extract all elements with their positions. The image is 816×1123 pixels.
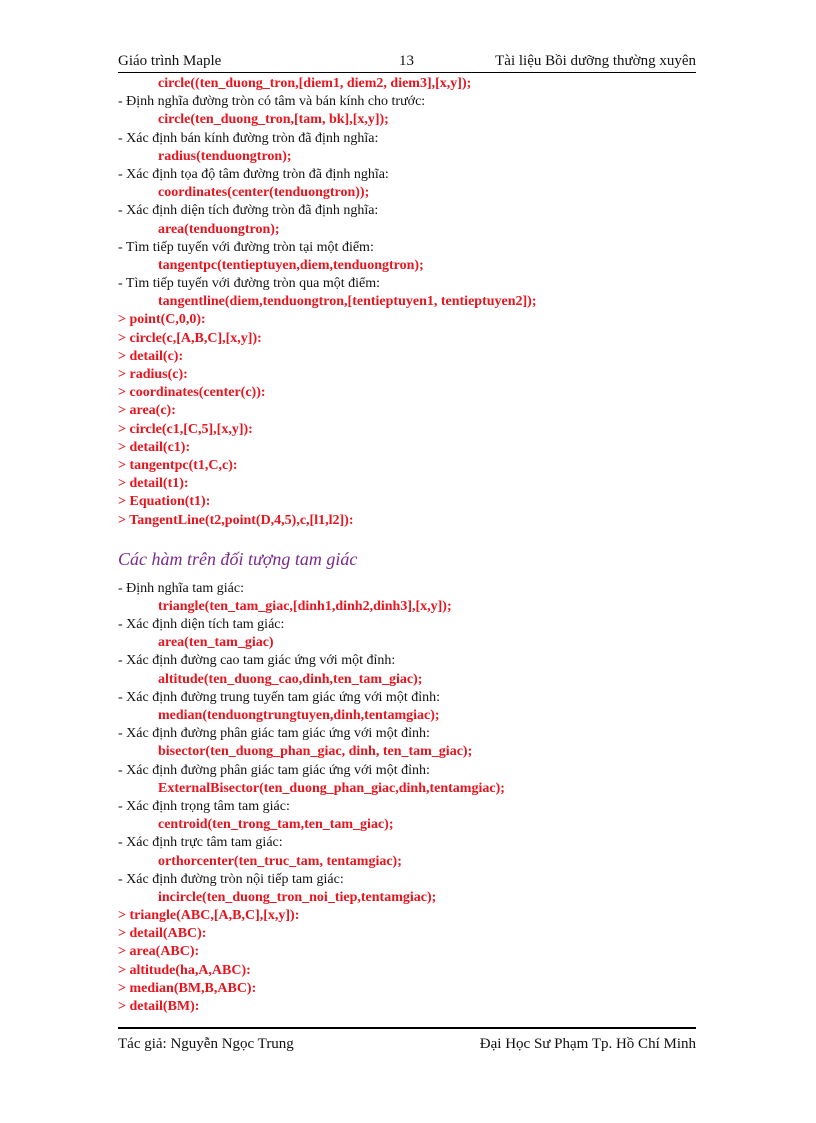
description-line: - Xác định đường trung tuyến tam giác ứng với một đỉnh:: [118, 689, 440, 705]
syntax-line: circle(ten_duong_tron,[tam, bk],[x,y]);: [158, 112, 389, 128]
syntax-line: area(ten_tam_giac): [158, 635, 274, 651]
maple-command-line: > detail(t1):: [118, 476, 189, 492]
description-line: - Định nghĩa đường tròn có tâm và bán kính cho trước:: [118, 94, 426, 110]
description-line: - Định nghĩa tam giác:: [118, 580, 244, 596]
maple-command-line: > detail(BM):: [118, 999, 200, 1014]
header-book-title: Giáo trình Maple: [118, 53, 222, 69]
syntax-line: median(tenduongtrungtuyen,dinh,tentamgiac);: [158, 708, 440, 723]
maple-command-line: > triangle(ABC,[A,B,C],[x,y]):: [118, 908, 300, 924]
description-line: - Xác định bán kính đường tròn đã định nghĩa:: [118, 130, 379, 146]
description-line: - Xác định tọa độ tâm đường tròn đã định nghĩa:: [118, 166, 389, 182]
description-line: - Tìm tiếp tuyến với đường tròn qua một điểm:: [118, 276, 381, 292]
maple-command-line: > altitude(ha,A,ABC):: [118, 962, 251, 978]
syntax-line: bisector(ten_duong_phan_giac, dinh, ten_tam_giac);: [158, 744, 473, 760]
description-line: - Tìm tiếp tuyến với đường tròn tại một điểm:: [118, 239, 374, 255]
syntax-line: radius(tenduongtron);: [158, 148, 292, 164]
page-header: [118, 50, 696, 73]
triangle-functions-block: [118, 580, 696, 1017]
footer-institution: Đại Học Sư Phạm Tp. Hồ Chí Minh: [479, 1036, 696, 1052]
syntax-line: tangentline(diem,tenduongtron,[tentieptuyen1, tentieptuyen2]);: [158, 294, 537, 310]
description-line: - Xác định đường cao tam giác ứng với một đỉnh:: [118, 653, 396, 669]
description-line: - Xác định đường tròn nội tiếp tam giác:: [118, 871, 344, 887]
maple-command-line: > circle(c,[A,B,C],[x,y]):: [118, 330, 262, 346]
syntax-line: triangle(ten_tam_giac,[dinh1,dinh2,dinh3],[x,y]);: [158, 598, 452, 614]
syntax-line: incircle(ten_duong_tron_noi_tiep,tentamgiac);: [158, 889, 437, 905]
maple-command-line: > TangentLine(t2,point(D,4,5),c,[l1,l2]):: [118, 512, 354, 528]
syntax-line: tangentpc(tentieptuyen,diem,tenduongtron);: [158, 257, 424, 273]
syntax-line: coordinates(center(tenduongtron));: [158, 185, 370, 201]
page-footer: [118, 1027, 696, 1057]
maple-command-line: > circle(c1,[C,5],[x,y]):: [118, 421, 253, 437]
description-line: - Xác định diện tích tam giác:: [118, 617, 285, 633]
page-content: [118, 75, 696, 1016]
circle-functions-block: [118, 75, 696, 530]
maple-command-line: > area(ABC):: [118, 944, 200, 960]
syntax-line: area(tenduongtron);: [158, 221, 280, 237]
description-line: - Xác định đường phân giác tam giác ứng với một đỉnh:: [118, 762, 430, 778]
maple-command-line: > detail(c1):: [118, 439, 191, 455]
maple-command-line: > tangentpc(t1,C,c):: [118, 457, 238, 473]
syntax-line: centroid(ten_trong_tam,ten_tam_giac);: [158, 817, 394, 833]
header-series-title: Tài liệu Bồi dưỡng thường xuyên: [495, 53, 696, 69]
maple-command-line: > Equation(t1):: [118, 494, 211, 510]
section-title-triangle: Các hàm trên đối tượng tam giác: [118, 548, 358, 569]
maple-command-line: > median(BM,B,ABC):: [118, 980, 257, 996]
description-line: - Xác định diện tích đường tròn đã định nghĩa:: [118, 203, 379, 219]
description-line: - Xác định trọng tâm tam giác:: [118, 798, 290, 814]
description-line: - Xác định đường phân giác tam giác ứng với một đỉnh:: [118, 726, 430, 742]
maple-command-line: > coordinates(center(c)):: [118, 385, 266, 401]
description-line: - Xác định trực tâm tam giác:: [118, 835, 283, 851]
syntax-line: ExternalBisector(ten_duong_phan_giac,dinh,tentamgiac);: [158, 780, 505, 796]
maple-command-line: > point(C,0,0):: [118, 312, 206, 328]
page-number: 13: [399, 53, 414, 69]
maple-command-line: > detail(c):: [118, 348, 184, 364]
syntax-line: circle((ten_duong_tron,[diem1, diem2, diem3],[x,y]);: [158, 76, 472, 91]
maple-command-line: > area(c):: [118, 403, 176, 419]
maple-command-line: > detail(ABC):: [118, 926, 207, 942]
maple-command-line: > radius(c):: [118, 367, 188, 382]
footer-author: Tác giả: Nguyễn Ngọc Trung: [118, 1036, 294, 1052]
syntax-line: altitude(ten_duong_cao,dinh,ten_tam_giac);: [158, 671, 423, 687]
syntax-line: orthorcenter(ten_truc_tam, tentamgiac);: [158, 853, 402, 869]
